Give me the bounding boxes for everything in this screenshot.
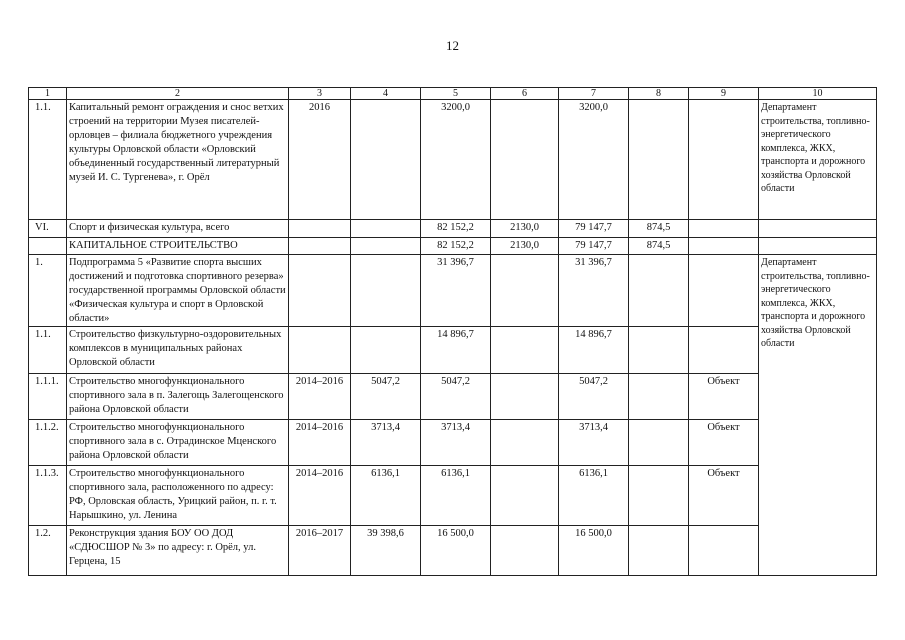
row-col9: [689, 238, 759, 255]
header-cell: 6: [491, 88, 559, 100]
row-col8: [629, 100, 689, 220]
row-col5: 3713,4: [421, 420, 491, 466]
row-number: VI.: [29, 220, 67, 238]
table-row: [29, 220, 877, 238]
row-col5: 31 396,7: [421, 255, 491, 327]
row-col8: [629, 374, 689, 420]
row-col8: 874,5: [629, 238, 689, 255]
row-col8: 874,5: [629, 220, 689, 238]
row-col6: [491, 255, 559, 327]
row-col7: 3200,0: [559, 100, 629, 220]
header-cell: 7: [559, 88, 629, 100]
row-col5: 82 152,2: [421, 238, 491, 255]
header-cell: 9: [689, 88, 759, 100]
row-col4: [351, 100, 421, 220]
row-col7: 5047,2: [559, 374, 629, 420]
row-col4: [351, 238, 421, 255]
row-years: 2014–2016: [289, 420, 351, 466]
row-col4: 5047,2: [351, 374, 421, 420]
row-col9: Объект: [689, 420, 759, 466]
row-number: 1.1.1.: [29, 374, 67, 420]
row-years: 2016–2017: [289, 526, 351, 576]
row-col8: [629, 466, 689, 526]
row-years: [289, 220, 351, 238]
row-col4: [351, 327, 421, 374]
row-col5: 82 152,2: [421, 220, 491, 238]
row-name: Спорт и физическая культура, всего: [67, 220, 289, 238]
row-col9: [689, 220, 759, 238]
row-col6: [491, 100, 559, 220]
row-col5: 16 500,0: [421, 526, 491, 576]
row-number: 1.1.: [29, 327, 67, 374]
row-number: 1.2.: [29, 526, 67, 576]
row-department: [759, 238, 877, 255]
row-number: 1.: [29, 255, 67, 327]
row-department: Департамент строительства, топливно-энергетического комплекса, ЖКХ, транспорта и дорожного хозяйства Орловской области: [759, 100, 877, 220]
row-col7: 31 396,7: [559, 255, 629, 327]
row-col9: Объект: [689, 466, 759, 526]
row-col6: 2130,0: [491, 238, 559, 255]
header-cell: 4: [351, 88, 421, 100]
row-col8: [629, 526, 689, 576]
table-row: [29, 466, 877, 526]
row-col5: 5047,2: [421, 374, 491, 420]
row-name: Строительство физкультурно-оздоровительных комплексов в муниципальных районах Орловской области: [67, 327, 289, 374]
table-row: [29, 374, 877, 420]
row-department: [759, 220, 877, 238]
row-years: [289, 327, 351, 374]
row-col7: 14 896,7: [559, 327, 629, 374]
row-col6: [491, 466, 559, 526]
row-col6: [491, 420, 559, 466]
row-department: Департамент строительства, топливно-энергетического комплекса, ЖКХ, транспорта и дорожного хозяйства Орловской области: [759, 255, 877, 576]
table-row: [29, 255, 877, 327]
table-row: [29, 238, 877, 255]
row-col6: [491, 327, 559, 374]
row-name: Строительство многофункционального спортивного зала в п. Залегощь Залегощенского района Орловской области: [67, 374, 289, 420]
row-col4: [351, 220, 421, 238]
row-name: Капитальный ремонт ограждения и снос ветхих строений на территории Музея писателей-орловцев – филиала бюджетного учреждения культуры Орловской области «Орловский объединенный государственный литературный музей И. С. Тургенева», г. Орёл: [67, 100, 289, 220]
table-row: [29, 327, 877, 374]
row-years: 2014–2016: [289, 466, 351, 526]
row-number: [29, 238, 67, 255]
row-col4: 39 398,6: [351, 526, 421, 576]
header-cell: 2: [67, 88, 289, 100]
budget-table: [28, 87, 877, 576]
row-col6: 2130,0: [491, 220, 559, 238]
header-cell: 8: [629, 88, 689, 100]
row-number: 1.1.3.: [29, 466, 67, 526]
table-row: [29, 420, 877, 466]
row-col9: Объект: [689, 374, 759, 420]
row-col6: [491, 374, 559, 420]
header-cell: 1: [29, 88, 67, 100]
row-col5: 3200,0: [421, 100, 491, 220]
row-years: 2016: [289, 100, 351, 220]
row-col9: [689, 255, 759, 327]
row-name: КАПИТАЛЬНОЕ СТРОИТЕЛЬСТВО: [67, 238, 289, 255]
row-name: Строительство многофункционального спортивного зала, расположенного по адресу: РФ, Орловская область, Урицкий район, п. г. т. Нарышкино, ул. Ленина: [67, 466, 289, 526]
row-col9: [689, 526, 759, 576]
row-col7: 16 500,0: [559, 526, 629, 576]
row-years: 2014–2016: [289, 374, 351, 420]
row-col9: [689, 100, 759, 220]
page-number: 12: [446, 38, 459, 53]
row-col7: 3713,4: [559, 420, 629, 466]
header-cell: 10: [759, 88, 877, 100]
row-col6: [491, 526, 559, 576]
row-col4: 6136,1: [351, 466, 421, 526]
header-row: [29, 88, 877, 100]
header-cell: 5: [421, 88, 491, 100]
table-row: [29, 100, 877, 220]
row-col7: 6136,1: [559, 466, 629, 526]
row-name: Строительство многофункционального спортивного зала в с. Отрадинское Мценского района Орловской области: [67, 420, 289, 466]
row-number: 1.1.: [29, 100, 67, 220]
row-col8: [629, 255, 689, 327]
header-cell: 3: [289, 88, 351, 100]
row-col5: 14 896,7: [421, 327, 491, 374]
row-col4: 3713,4: [351, 420, 421, 466]
row-col7: 79 147,7: [559, 238, 629, 255]
row-name: Подпрограмма 5 «Развитие спорта высших достижений и подготовка спортивного резерва» государственной программы Орловской области «Физическая культура и спорт в Орловской области»: [67, 255, 289, 327]
row-col5: 6136,1: [421, 466, 491, 526]
row-years: [289, 238, 351, 255]
row-col4: [351, 255, 421, 327]
row-col9: [689, 327, 759, 374]
table-row: [29, 526, 877, 576]
row-col8: [629, 420, 689, 466]
row-number: 1.1.2.: [29, 420, 67, 466]
row-col7: 79 147,7: [559, 220, 629, 238]
row-years: [289, 255, 351, 327]
row-col8: [629, 327, 689, 374]
row-name: Реконструкция здания БОУ ОО ДОД «СДЮСШОР № 3» по адресу: г. Орёл, ул. Герцена, 15: [67, 526, 289, 576]
